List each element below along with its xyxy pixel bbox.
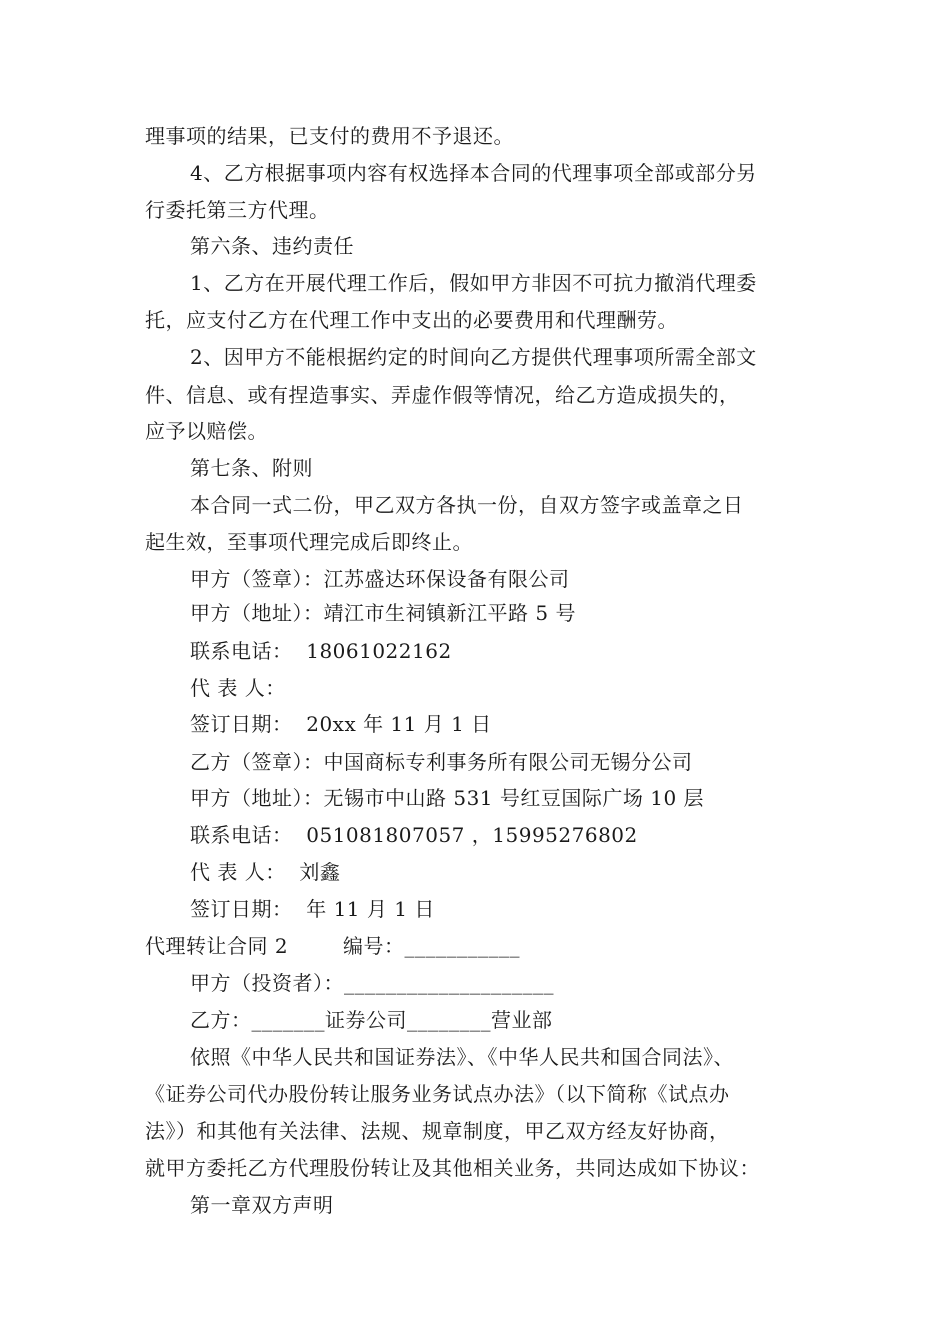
text-line: 托，应支付乙方在代理工作中支出的必要费用和代理酬劳。: [145, 308, 678, 332]
section-heading: 第六条、违约责任: [190, 234, 354, 258]
text-line: 应予以赔偿。: [145, 419, 268, 443]
chapter-heading: 第一章双方声明: [190, 1193, 334, 1217]
text-line: 4、乙方根据事项内容有权选择本合同的代理事项全部或部分另: [190, 161, 757, 185]
party-a-signature: 甲方（签章）：江苏盛达环保设备有限公司: [190, 567, 570, 591]
party-a-phone: 联系电话： 18061022162: [190, 639, 452, 663]
party-a-sign-date: 签订日期： 20xx 年 11 月 1 日: [190, 712, 492, 736]
party-a-address: 甲方（地址）：靖江市生祠镇新江平路 5 号: [190, 601, 576, 625]
party-b-address: 甲方（地址）：无锡市中山路 531 号红豆国际广场 10 层: [190, 786, 705, 810]
contract-title: 代理转让合同 2 编号：___________: [145, 934, 520, 958]
text-line: 1、乙方在开展代理工作后，假如甲方非因不可抗力撤消代理委: [190, 271, 757, 295]
text-line: 就甲方委托乙方代理股份转让及其他相关业务，共同达成如下协议：: [145, 1156, 760, 1180]
text-line: 2、因甲方不能根据约定的时间向乙方提供代理事项所需全部文: [190, 345, 757, 369]
text-line: 起生效，至事项代理完成后即终止。: [145, 530, 473, 554]
party-b-phone: 联系电话： 051081807057 ，15995276802: [190, 823, 638, 847]
section-heading: 第七条、附则: [190, 456, 313, 480]
text-line: 行委托第三方代理。: [145, 198, 330, 222]
securities-company-field: 乙方：_______证券公司________营业部: [190, 1008, 553, 1032]
text-line: 本合同一式二份，甲乙双方各执一份，自双方签字或盖章之日: [190, 493, 744, 517]
text-line: 法》）和其他有关法律、法规、规章制度，甲乙双方经友好协商，: [145, 1119, 730, 1143]
party-b-representative: 代 表 人： 刘鑫: [190, 860, 341, 884]
text-line: 件、信息、或有捏造事实、弄虚作假等情况，给乙方造成损失的，: [145, 383, 740, 407]
text-line: 理事项的结果，已支付的费用不予退还。: [145, 124, 514, 148]
text-line: 《证券公司代办股份转让服务业务试点办法》（以下简称《试点办: [145, 1082, 730, 1106]
text-line: 依照《中华人民共和国证券法》、《中华人民共和国合同法》、: [190, 1045, 734, 1069]
investor-field: 甲方（投资者）：____________________: [190, 971, 554, 995]
party-b-signature: 乙方（签章）：中国商标专利事务所有限公司无锡分公司: [190, 750, 693, 774]
party-b-sign-date: 签订日期： 年 11 月 1 日: [190, 897, 435, 921]
party-a-representative: 代 表 人：: [190, 676, 286, 700]
